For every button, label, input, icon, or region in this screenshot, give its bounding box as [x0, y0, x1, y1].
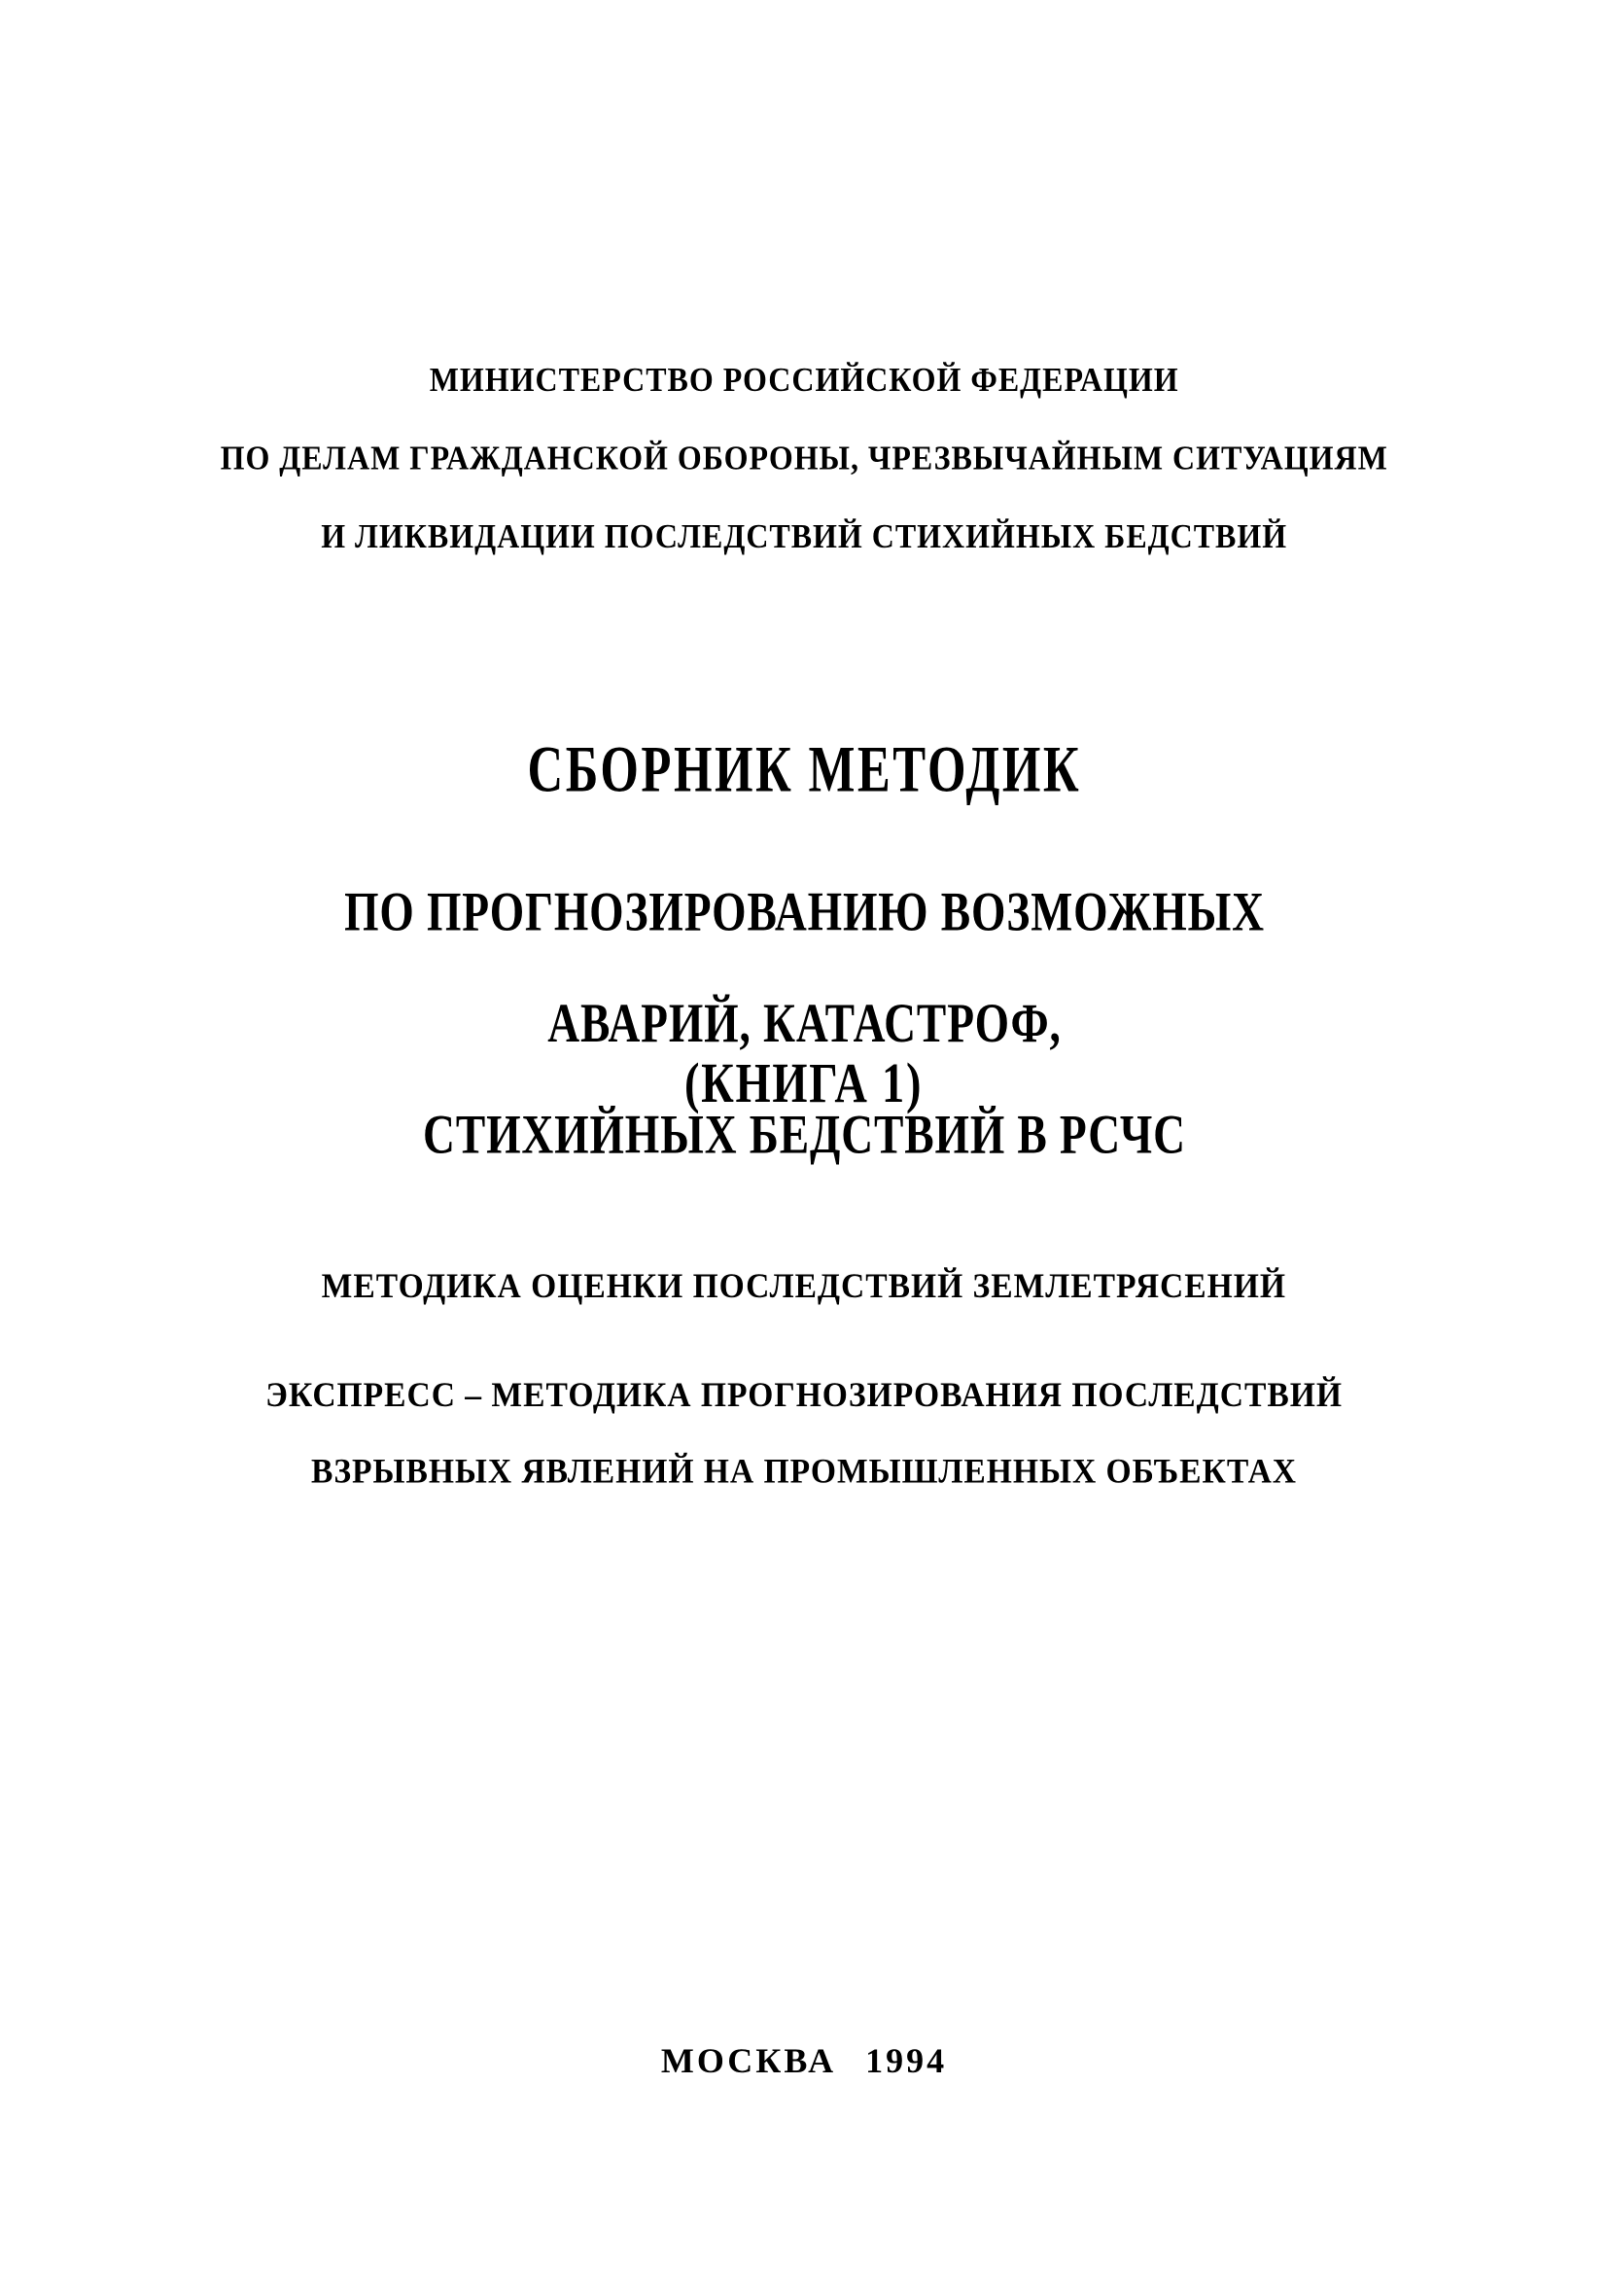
volume-label: [0, 990, 1608, 1114]
imprint-city: МОСКВА: [660, 2041, 837, 2080]
method-two-line-2: ВЗРЫВНЫХ ЯВЛЕНИЙ НА ПРОМЫШЛЕННЫХ ОБЪЕКТАХ: [310, 1451, 1298, 1491]
volume-label-text: (КНИГА 1): [684, 1051, 924, 1114]
method-two-line-1: ЭКСПРЕСС – МЕТОДИКА ПРОГНОЗИРОВАНИЯ ПОСЛЕДСТВИЙ: [265, 1375, 1343, 1415]
main-title-text: СБОРНИК МЕТОДИК: [527, 733, 1081, 806]
ministry-header: [0, 285, 1608, 556]
method-one-text: МЕТОДИКА ОЦЕНКИ ПОСЛЕДСТВИЙ ЗЕМЛЕТРЯСЕНИЙ: [321, 1266, 1287, 1306]
ministry-line-2: ПО ДЕЛАМ ГРАЖДАНСКОЙ ОБОРОНЫ, ЧРЕЗВЫЧАЙНЫМ СИТУАЦИЯМ: [220, 440, 1388, 478]
method-title-earthquakes: [0, 1227, 1608, 1305]
subtitle-line-1: ПО ПРОГНОЗИРОВАНИЮ ВОЗМОЖНЫХ: [343, 882, 1265, 943]
imprint-year: 1994: [865, 2041, 948, 2080]
method-title-explosions: [0, 1301, 1608, 1491]
ministry-line-3: И ЛИКВИДАЦИИ ПОСЛЕДСТВИЙ СТИХИЙНЫХ БЕДСТВИЙ: [321, 518, 1287, 556]
ministry-line-1: МИНИСТЕРСТВО РОССИЙСКОЙ ФЕДЕРАЦИИ: [429, 362, 1179, 400]
subtitle-line-3: СТИХИЙНЫХ БЕДСТВИЙ В РСЧС: [422, 1104, 1186, 1166]
imprint: [0, 1999, 1608, 2081]
subtitle-line-2: АВАРИЙ, КАТАСТРОФ,: [546, 993, 1062, 1055]
